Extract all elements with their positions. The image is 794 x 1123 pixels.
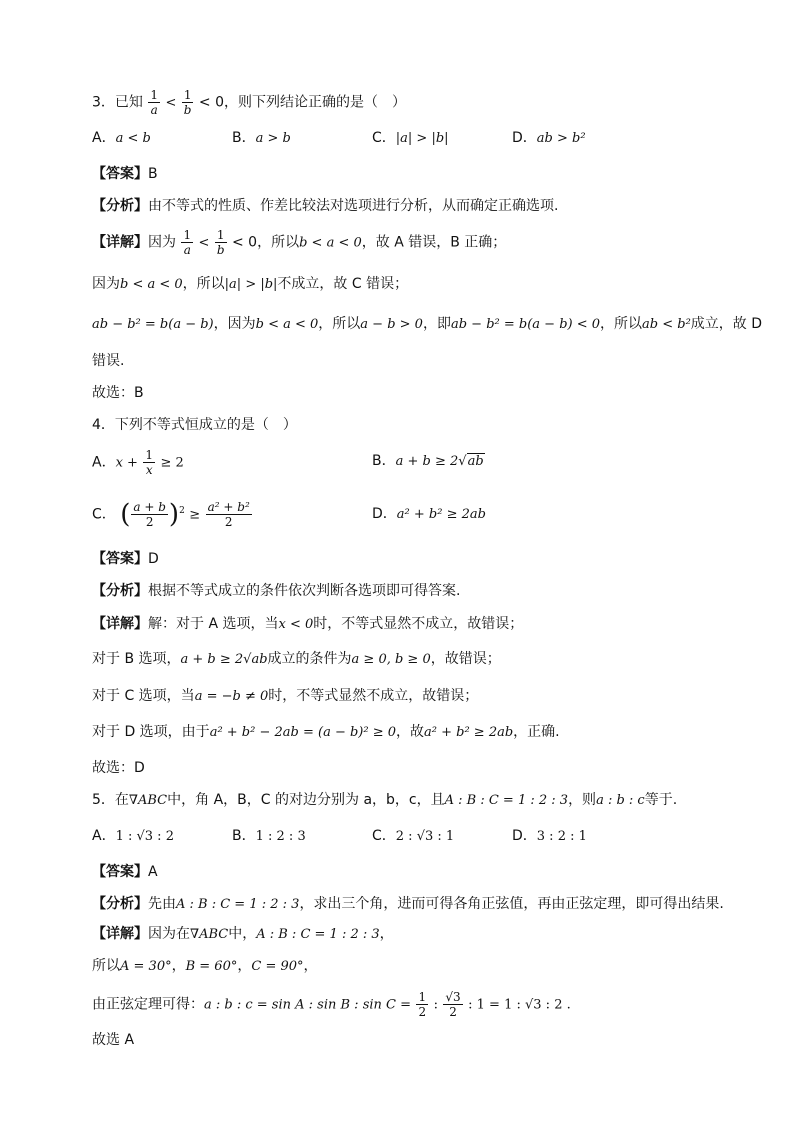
q3-choose: 故选：B: [92, 385, 144, 401]
q4-option-d[interactable]: D．a² + b² ≥ 2ab: [372, 506, 486, 522]
q5-analysis: 【分析】先由A : B : C = 1 : 2 : 3，求出三个角，进而可得各角正弦值，再由正弦定理，即可得出结果.: [92, 896, 724, 912]
q5-option-c[interactable]: C．2 : √3 : 1: [372, 828, 455, 844]
q5-frac-sqrt3-half: $\frac{√3}{2}$: [445, 990, 461, 1019]
q4-c-frac-right: $\frac{\text{a² + b²}}{2}$: [207, 500, 250, 529]
q3-option-c[interactable]: C．|a| > |b|: [372, 130, 449, 146]
q4-option-a[interactable]: A．x + $\frac{1}{x}$ ≥ 2: [92, 448, 184, 477]
q4-a-frac: $\frac{1}{x}$: [145, 448, 154, 477]
q5-stem: 5．在∇ABC中，角 A，B，C 的对边分别为 a，b，c，且A : B : C = 1 : 2 : 3，则a : b : c等于.: [92, 792, 678, 808]
q3-detail-3: ab − b² = b(a − b)，因为b < a < 0，所以a − b > 0，即ab − b² = b(a − b) < 0，所以ab < b²成立，故 D: [92, 316, 763, 332]
q4-c-frac-left: $\frac{a + b}{2}$: [133, 500, 166, 529]
q3-detail-2: 因为b < a < 0，所以|a| > |b|不成立，故 C 错误；: [92, 276, 409, 292]
q3-frac-1b: $\frac{1}{b}$: [183, 88, 192, 117]
q5-choose: 故选 A: [92, 1032, 135, 1048]
q4-option-c[interactable]: C． ( $\frac{a + b}{2}$ )$^2$ ≥ $\frac{\text{a² + b²}}{2}$: [92, 499, 250, 530]
q3-frac-1a: $\frac{1}{a}$: [150, 88, 159, 117]
q3-stem-tail: < 0，则下列结论正确的是（ ）: [198, 94, 407, 111]
q3-answer: 【答案】B: [92, 166, 158, 182]
q4-analysis: 【分析】根据不等式成立的条件依次判断各选项即可得答案.: [92, 583, 461, 599]
q3-number: 3．已知: [92, 94, 143, 111]
q4-option-b[interactable]: B．a + b ≥ 2√ab: [372, 453, 484, 469]
q5-answer: 【答案】A: [92, 864, 158, 880]
q3-option-b[interactable]: B．a > b: [232, 130, 291, 146]
q5-option-a[interactable]: A．1 : √3 : 2: [92, 828, 174, 844]
q4-choose: 故选：D: [92, 760, 145, 776]
q5-option-d[interactable]: D．3 : 2 : 1: [512, 828, 587, 844]
q5-option-b[interactable]: B．1 : 2 : 3: [232, 828, 306, 844]
q3-detail-4: 错误.: [92, 353, 125, 369]
q3-option-d[interactable]: D．ab > b²: [512, 130, 586, 146]
q4-detail-2: 对于 B 选项，a + b ≥ 2√ab成立的条件为a ≥ 0, b ≥ 0，故错误；: [92, 651, 501, 667]
q4-answer: 【答案】D: [92, 551, 159, 567]
q3-option-a[interactable]: A．a < b: [92, 130, 151, 146]
q5-detail-2: 所以A = 30°，B = 60°，C = 90°，: [92, 958, 318, 974]
q5-detail-3: 由正弦定理可得：a : b : c = sin A : sin B : sin C = $\frac{1}{2}$ : $\frac{√3}{2}$ : 1 = 1 : √3 : 2 .: [92, 990, 571, 1019]
q3-detail-1: 【详解】因为 $\frac{1}{a}$ < $\frac{1}{b}$ < 0，所以b < a < 0，故 A 错误，B 正确；: [92, 228, 507, 257]
q3-frac-2a: $\frac{1}{a}$: [183, 228, 192, 257]
q4-detail-3: 对于 C 选项，当a = −b ≠ 0时，不等式显然不成立，故错误；: [92, 688, 479, 704]
q4-detail-1: 【详解】解：对于 A 选项，当x < 0时，不等式显然不成立，故错误；: [92, 616, 524, 632]
q4-stem: 4．下列不等式恒成立的是（ ）: [92, 417, 297, 433]
q3-lt: <: [165, 95, 177, 111]
q3-analysis: 【分析】由不等式的性质、作差比较法对选项进行分析，从而确定正确选项.: [92, 198, 559, 214]
q5-detail-1: 【详解】因为在∇ABC中，A : B : C = 1 : 2 : 3，: [92, 926, 394, 942]
q3-stem: [92, 88, 406, 117]
q4-detail-4: 对于 D 选项，由于a² + b² − 2ab = (a − b)² ≥ 0，故a² + b² ≥ 2ab，正确.: [92, 724, 560, 740]
q3-frac-2b: $\frac{1}{b}$: [216, 228, 225, 257]
q5-frac-half: $\frac{1}{2}$: [418, 990, 427, 1019]
